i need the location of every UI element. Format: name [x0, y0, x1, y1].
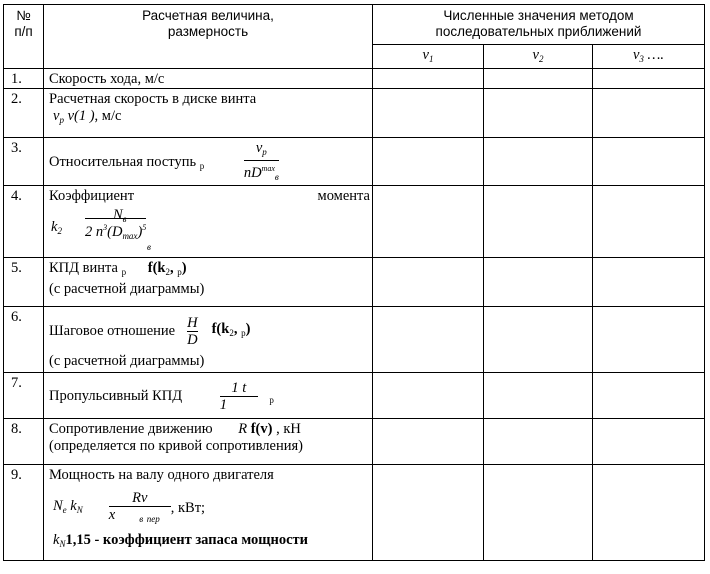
row-num: 5.: [4, 258, 44, 307]
table-row: [4, 138, 705, 186]
row-num: 8.: [4, 419, 44, 465]
value-cell[interactable]: [484, 373, 593, 419]
value-cell[interactable]: [593, 307, 705, 373]
row-num: 2.: [4, 89, 44, 138]
fraction: $\frac{1 t}{1}$: [220, 380, 258, 413]
value-cell[interactable]: [373, 307, 484, 373]
row-num: 3.: [4, 138, 44, 186]
value-cell[interactable]: [373, 89, 484, 138]
row-label: Коэффициент момента $k_2$ $N_в$ 2 $n^3(D_{max})^5$ в: [44, 186, 373, 258]
row-num: 4.: [4, 186, 44, 258]
value-cell[interactable]: [373, 373, 484, 419]
calculation-table: [3, 4, 705, 561]
header-name: [44, 5, 373, 69]
table-row: [4, 258, 705, 307]
header-v2: $v_2$: [484, 45, 593, 69]
header-values: [373, 5, 705, 45]
row-label: Относительная поступь $_р$ $\frac{v_р}{nD^{max}_в}$: [44, 138, 373, 186]
value-cell[interactable]: [373, 419, 484, 465]
header-name-line1: Расчетная величина,: [142, 8, 274, 23]
value-cell[interactable]: [593, 138, 705, 186]
row-num: 7.: [4, 373, 44, 419]
row-num: 9.: [4, 465, 44, 561]
row-label: Расчетная скорость в диске винта $v_р$ v(1 ), м/с: [44, 89, 373, 138]
formula: $k_2$ $N_в$ 2 $n^3(D_{max})^5$ в: [51, 207, 151, 252]
table-row: [4, 186, 705, 258]
value-cell[interactable]: [373, 465, 484, 561]
fraction: $\frac{H}{D}$: [187, 314, 198, 348]
value-cell[interactable]: [373, 186, 484, 258]
value-cell[interactable]: [484, 465, 593, 561]
value-cell[interactable]: [593, 419, 705, 465]
value-cell[interactable]: [484, 186, 593, 258]
header-num: [4, 5, 44, 69]
header-values-line1: Численные значения методом: [443, 8, 634, 23]
value-cell[interactable]: [484, 138, 593, 186]
value-cell[interactable]: [484, 89, 593, 138]
table-row: [4, 465, 705, 561]
header-v1: $v_1$: [373, 45, 484, 69]
fraction: $\frac{v_р}{nD^{max}_в}$: [244, 140, 279, 185]
table-row: [4, 307, 705, 373]
value-cell[interactable]: [373, 258, 484, 307]
table-row: [4, 419, 705, 465]
formula: R f(v): [238, 421, 273, 437]
value-cell[interactable]: [484, 419, 593, 465]
table-row: [4, 69, 705, 89]
row-label: Скорость хода, м/с: [44, 69, 373, 89]
header-values-line2: последовательных приближений: [435, 24, 642, 39]
header-num-text: № п/п: [14, 8, 33, 39]
value-cell[interactable]: [484, 307, 593, 373]
row-num: 1.: [4, 69, 44, 89]
value-cell[interactable]: [593, 89, 705, 138]
value-cell[interactable]: [373, 69, 484, 89]
value-cell[interactable]: [484, 258, 593, 307]
value-cell[interactable]: [593, 465, 705, 561]
header-name-line2: размерность: [167, 24, 249, 39]
value-cell[interactable]: [373, 138, 484, 186]
row-label: Шаговое отношение $\frac{H}{D}$ $f(k_2$, $_р$) (с расчетной диаграммы): [44, 307, 373, 373]
row-num: 6.: [4, 307, 44, 373]
formula: $f(k_2$, $_р$): [211, 320, 251, 338]
formula: $v_р$ v(1 ): [53, 108, 95, 125]
fraction: $\frac{Rv}{x _в _{пер}}$: [109, 490, 171, 527]
value-cell[interactable]: [593, 69, 705, 89]
table-row: [4, 89, 705, 138]
row-label: Сопротивление движению R f(v) , кН (определяется по кривой сопротивления): [44, 419, 373, 465]
row-label: Мощность на валу одного двигателя $N_e$ $k_N$ $\frac{Rv}{x _в _{пер}}$ , кВт; $k_N1,15$ - коэффициент запаса мощности: [44, 465, 373, 561]
value-cell[interactable]: [593, 258, 705, 307]
row-label: Пропульсивный КПД $\frac{1 t}{1}$ $_р$: [44, 373, 373, 419]
row-label: КПД винта $_р$ $f(k_2$, $_р$) (с расчетной диаграммы): [44, 258, 373, 307]
table-row: [4, 373, 705, 419]
formula: $f(k_2$, $_р$): [147, 260, 187, 277]
value-cell[interactable]: [593, 373, 705, 419]
header-v3: $v_3$ ….: [593, 45, 705, 69]
formula: $N_e$ $k_N$ $\frac{Rv}{x _в _{пер}}$ , кВт;: [49, 484, 370, 532]
value-cell[interactable]: [593, 186, 705, 258]
value-cell[interactable]: [484, 69, 593, 89]
